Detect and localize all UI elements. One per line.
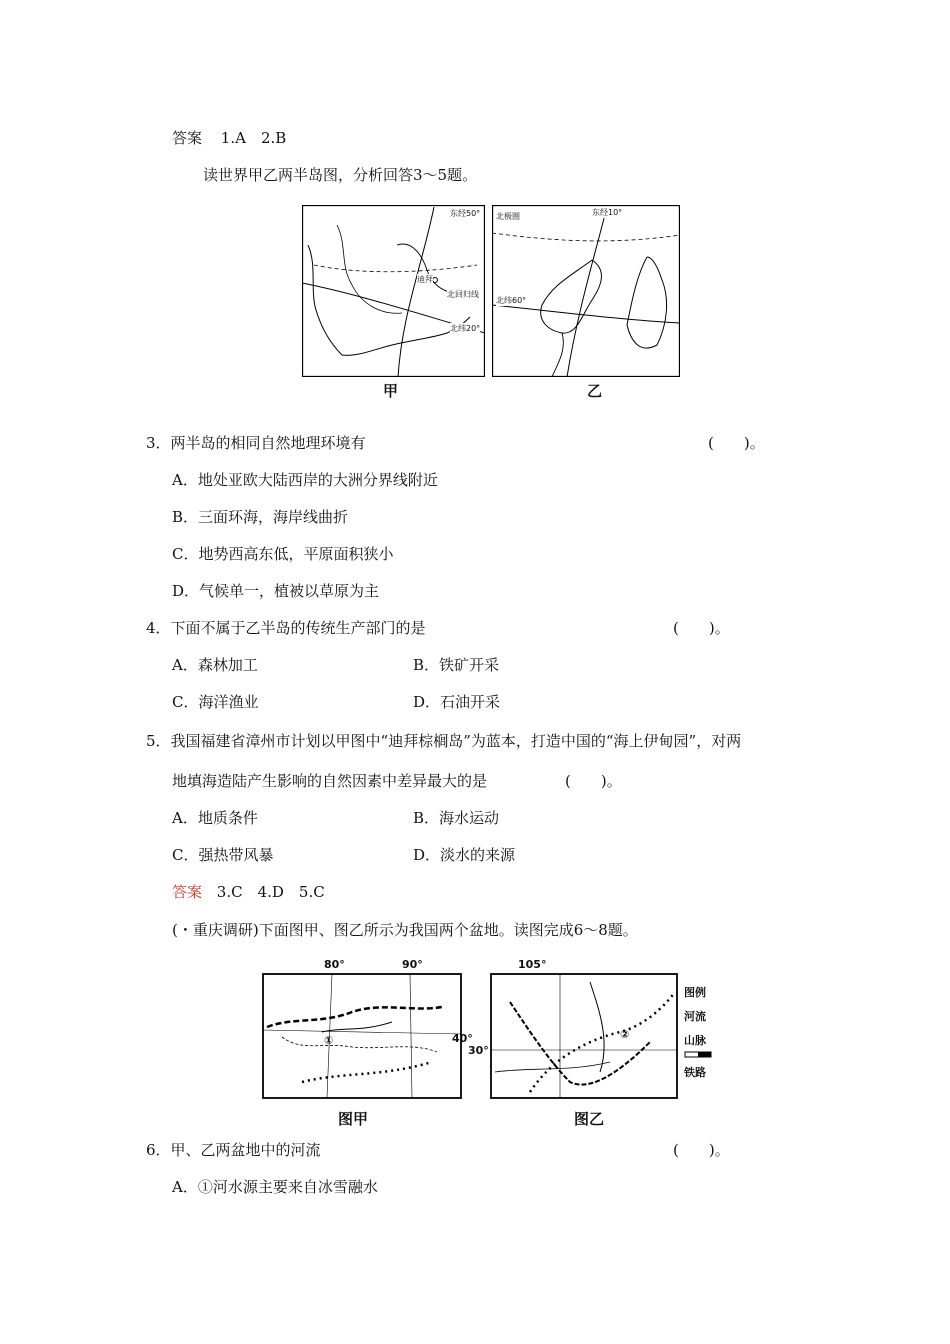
answer-2 [172,882,325,902]
q4-option-b: B．铁矿开采 [413,656,500,674]
q4-option-c: C．海洋渔业 [172,693,259,711]
map1-caption-jia: 甲 [383,382,399,400]
basin-map-yi [468,958,678,1100]
map1-caption-yi: 乙 [587,382,603,400]
q6-paren: ( )。 [673,1141,730,1159]
map2-lon90-label: 90° [402,958,423,971]
q5-option-b: B．海水运动 [413,809,500,827]
map1-lat2-label: 北纬60° [496,296,527,305]
map1-circle-label: 北极圈 [496,212,520,221]
q5-option-c: C．强热带风暴 [172,846,274,864]
q3-option-a: A．地处亚欧大陆西岸的大洲分界线附近 [172,471,438,489]
q4-paren: ( )。 [673,619,730,637]
q3-option-c: C．地势西高东低，平原面积狭小 [172,545,394,563]
q4-option-d: D．石油开采 [413,693,501,711]
peninsula-map-jia [302,205,485,377]
map1-tropic-label: 北回归线 [447,290,479,299]
map2-lat40-label: 40° [452,1032,473,1045]
legend-mountain: 山脉 [684,1034,706,1047]
answer-label: 答案 [172,129,203,147]
legend-title: 图例 [684,986,706,999]
q5-option-d: D．淡水的来源 [413,846,516,864]
q5-stem: 5．我国福建省漳州市计划以甲图中“迪拜棕榈岛”为蓝本，打造中国的“海上伊甸园”，对两 [146,732,742,750]
q5-option-a: A．地质条件 [172,809,258,827]
q3-stem: 3．两半岛的相同自然地理环境有 [146,434,366,452]
legend-river: 河流 [684,1010,706,1023]
q3-paren: ( )。 [708,434,765,452]
map2-caption-yi: 图乙 [574,1110,605,1128]
answer2-label: 答案 [172,883,203,901]
map2-lon80-label: 80° [324,958,345,971]
q3-option-b: B．三面环海，海岸线曲折 [172,508,349,526]
intro-q3-5: 读世界甲乙两半岛图，分析回答3～5题。 [203,166,478,184]
map2-lon105-label: 105° [518,958,547,971]
map2-mark1: ① [324,1034,334,1047]
map1-lon-label: 东经50° [450,209,481,218]
basin-map-jia [262,958,473,1100]
q4-option-a: A．森林加工 [172,656,258,674]
legend-railway: 铁路 [684,1066,706,1079]
answer2-text: 3.C 4.D 5.C [216,883,325,901]
map2-legend [684,984,724,1084]
q6-stem: 6．甲、乙两盆地中的河流 [146,1141,321,1159]
q5-paren: ( )。 [565,772,622,790]
intro-q6-8: (・重庆调研)下面图甲、图乙所示为我国两个盆地。读图完成6～8题。 [172,921,638,939]
map2-caption-jia: 图甲 [338,1110,369,1128]
map1-lon2-label: 东经10° [592,208,623,217]
q3-option-d: D．气候单一，植被以草原为主 [172,582,380,600]
map1-city-label: 迪拜 [417,275,433,284]
peninsula-map-yi [492,205,680,377]
map1-lat-label: 北纬20° [450,324,481,333]
map2-mark2: ② [620,1028,630,1041]
map2-lat30-label: 30° [468,1044,489,1057]
q4-stem: 4．下面不属于乙半岛的传统生产部门的是 [146,619,426,637]
q6-option-a: A．①河水源主要来自冰雪融水 [172,1178,378,1196]
answer-text: 1.A 2.B [220,129,287,147]
answer-1 [172,128,286,148]
q5-stem2: 地填海造陆产生影响的自然因素中差异最大的是 [172,772,488,790]
